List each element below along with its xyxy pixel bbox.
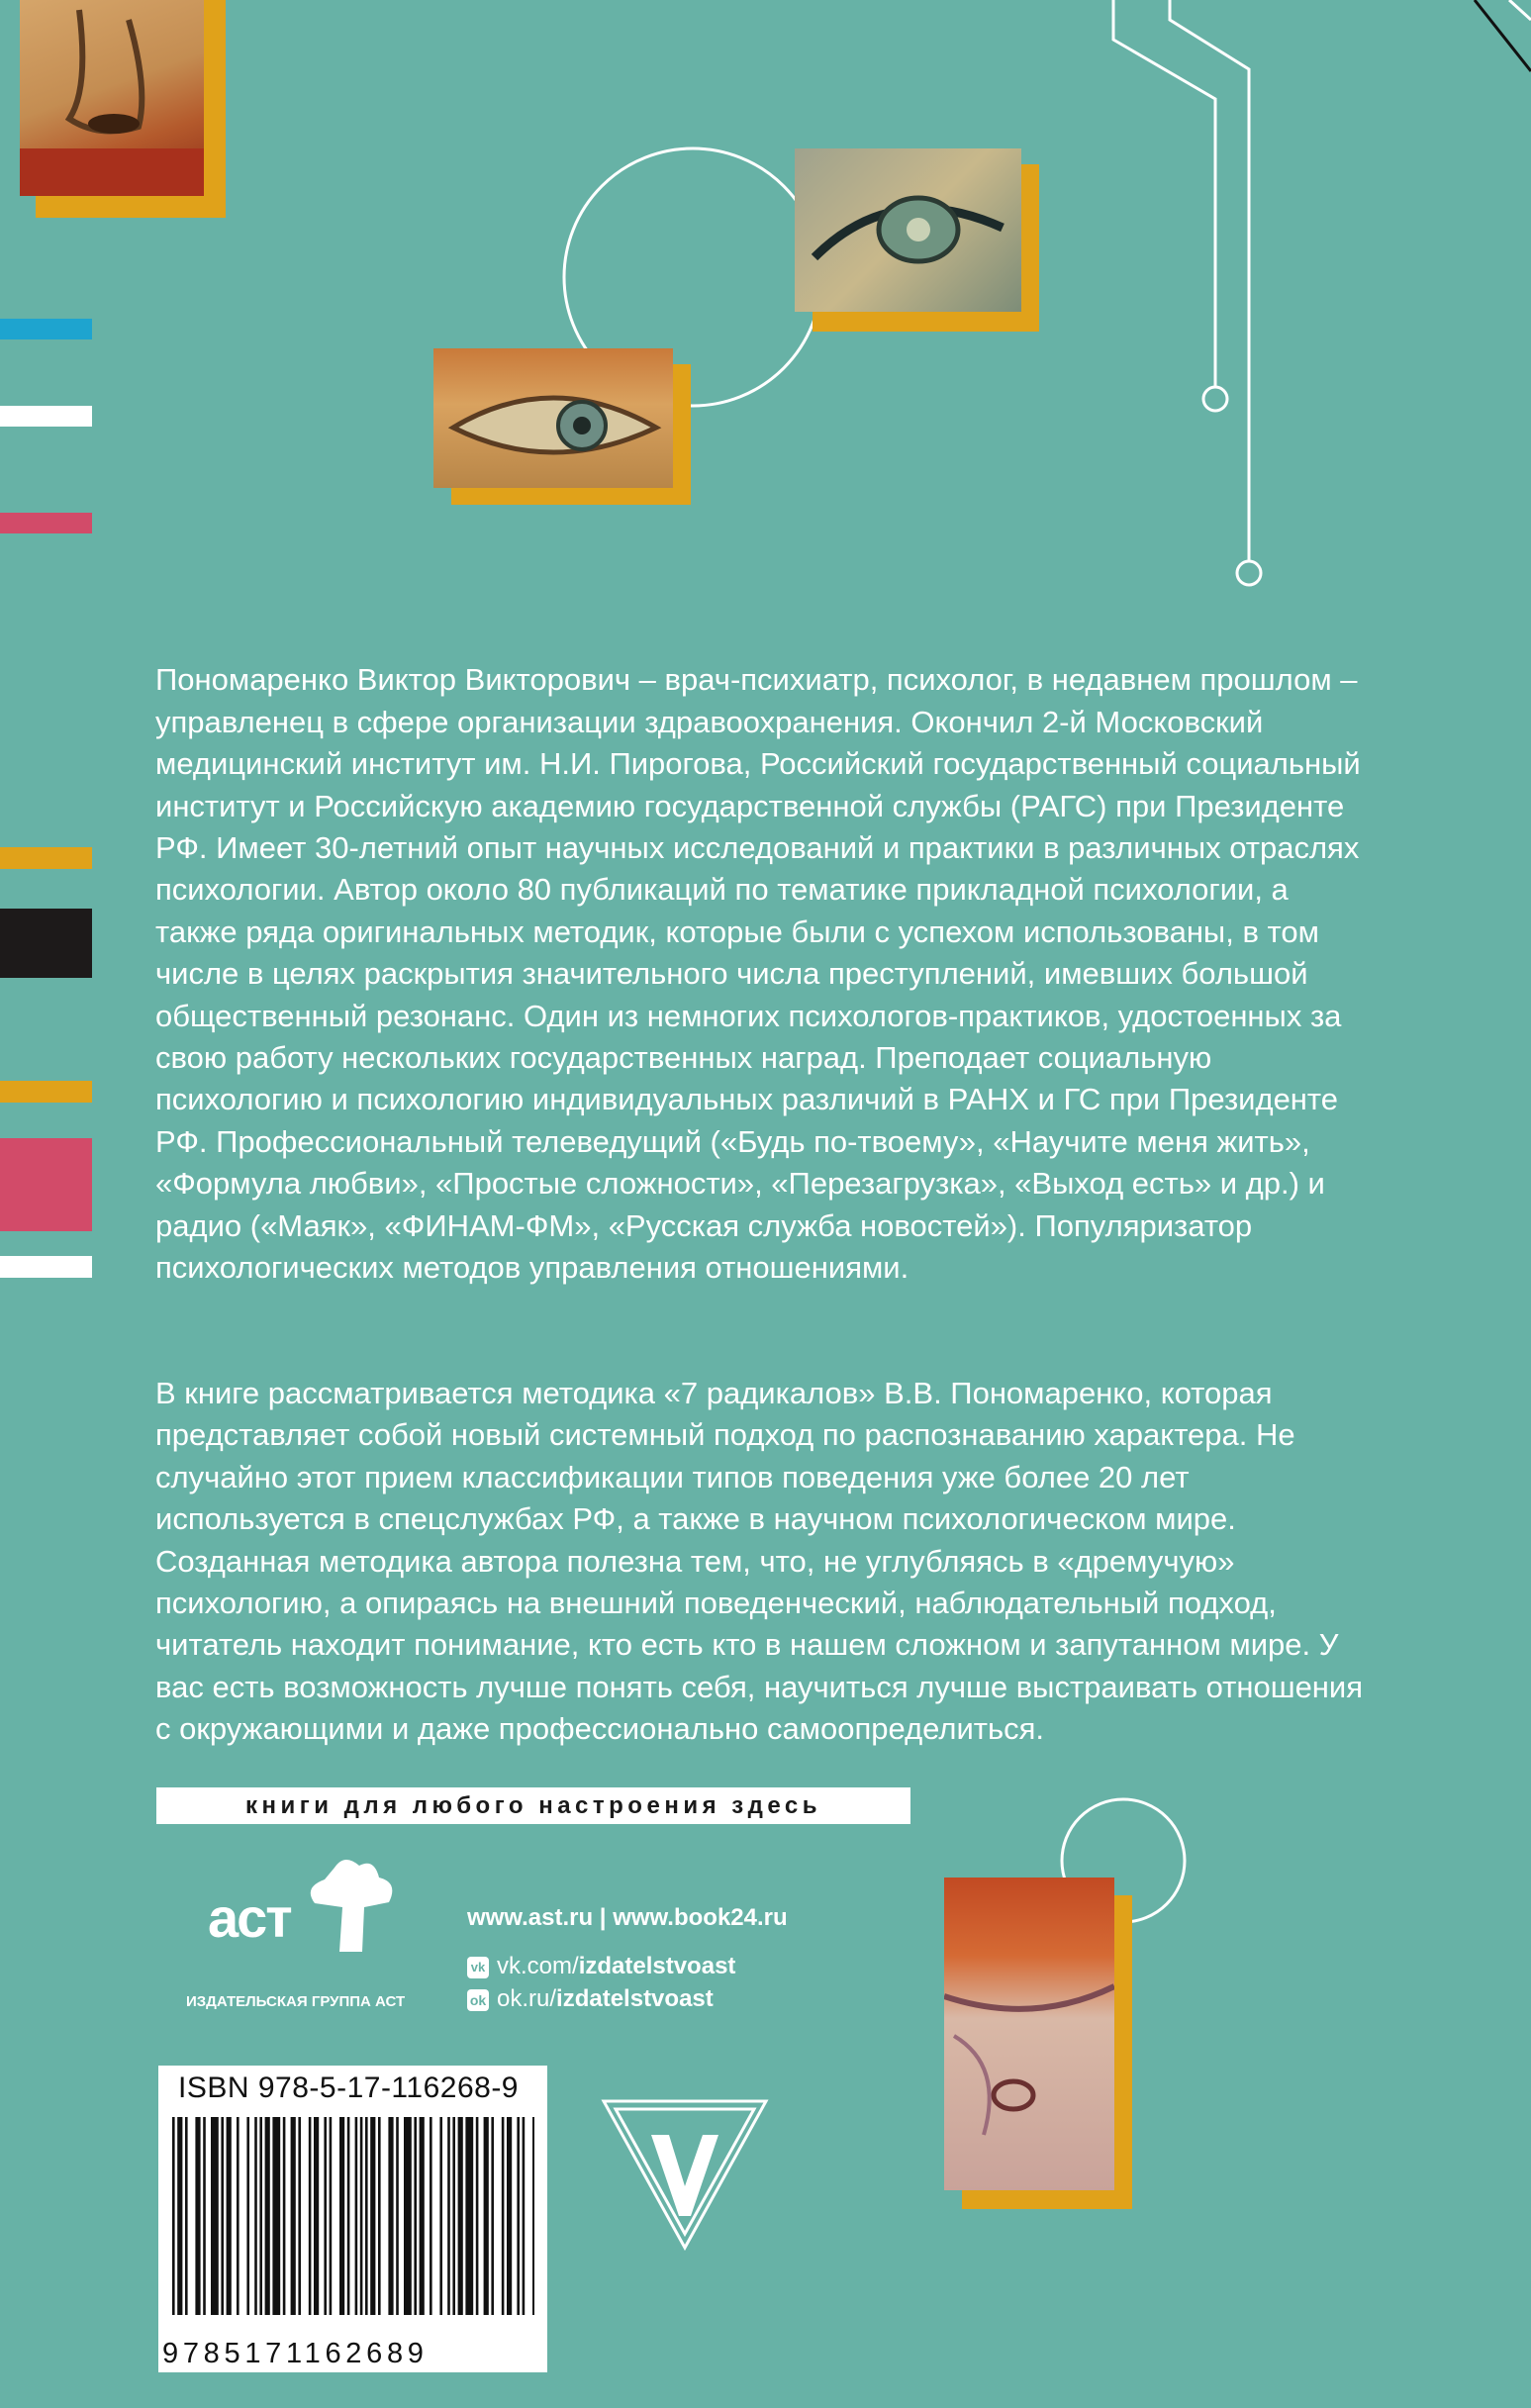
vk-prefix: vk.com/ (497, 1953, 579, 1979)
stripe-black (0, 909, 92, 978)
barcode-bar (246, 2117, 249, 2315)
artwork-eye-right (795, 148, 1039, 332)
v-triangle-logo-icon (600, 2095, 770, 2253)
barcode-bar (221, 2117, 224, 2315)
barcode-bar (339, 2117, 344, 2315)
barcode-bar (458, 2117, 463, 2315)
barcode-bar (439, 2117, 442, 2315)
stripe-white-2 (0, 1256, 92, 1278)
barcode-bar (378, 2117, 381, 2315)
barcode-bar (309, 2117, 312, 2315)
isbn-barcode (158, 2066, 547, 2372)
barcode-bar (365, 2117, 368, 2315)
barcode-bar (254, 2117, 257, 2315)
publisher-logo (176, 1848, 424, 1976)
barcode-bar (283, 2117, 286, 2315)
ok-handle: izdatelstvoast (556, 1985, 714, 2012)
barcode-bar (502, 2117, 505, 2315)
author-bio: Пономаренко Виктор Викторович – врач-психиатр, психолог, в недавнем прошлом – управленец в сфере организации здравоохранения. Окончил 2-й Московский медицинский институт им. Н.И. Пирогова, Российский государственный социальный институт и Российскую академию государственной службы (РАГС) при Президенте РФ. Имеет 30-летний опыт научных исследований и практики в различных отраслях психологии. Автор около 80 публикаций по тематике прикладной психологии, а также ряда оригинальных методик, которые были с успехом использованы, в том числе в целях раскрытия значительного числа преступлений, имевших большой общественный резонанс. Один из немногих психологов-практиков, удостоенных за свою работу нескольких государственных наград. Преподает социальную психологию и психологию индивидуальных различий в РАНХ и ГС при Президенте РФ. Профессиональный телеведущий («Будь по-твоему», «Научите меня жить», «Формула любви», «Простые сложности», «Перезагрузка», «Выход есть» и др.) и радио («Маяк», «ФИНАМ-ФМ», «Русская служба новостей»). Популяризатор психологических методов управления отношениями. (155, 662, 1361, 1286)
stripe-yellow (0, 847, 92, 869)
barcode-bar (491, 2117, 494, 2315)
vk-link[interactable] (467, 1953, 735, 1980)
barcode-bar (172, 2117, 175, 2315)
barcode-bar (237, 2117, 239, 2315)
barcode-bar (523, 2117, 526, 2315)
barcode-bar (447, 2117, 450, 2315)
barcode-bar (195, 2117, 200, 2315)
barcode-bar (314, 2117, 319, 2315)
ok-prefix: ok.ru/ (497, 1985, 557, 2012)
barcode-bar (404, 2117, 412, 2315)
barcode-bar (532, 2117, 534, 2315)
barcode-bar (388, 2117, 393, 2315)
barcode-bar (370, 2117, 375, 2315)
barcode-bar (298, 2117, 301, 2315)
barcode-bar (484, 2117, 489, 2315)
barcode-bar (430, 2117, 432, 2315)
barcode-bar (507, 2117, 512, 2315)
vk-handle: izdatelstvoast (578, 1953, 736, 1979)
artwork-bottom (944, 1878, 1132, 2209)
barcode-bar (420, 2117, 425, 2315)
barcode-bar (272, 2117, 280, 2315)
barcode-bar (265, 2117, 270, 2315)
website-links[interactable]: www.ast.ru | www.book24.ru (467, 1904, 788, 1931)
publisher-logo-text: аст (208, 1886, 291, 1949)
barcode-bar (291, 2117, 296, 2315)
book-description: В книге рассматривается методика «7 радикалов» В.В. Пономаренко, которая представляет собой новый системный подход по распознаванию характера. Не случайно этот прием классификации типов поведения уже более 20 лет используется в спецслужбах РФ, а также в научном психологическом мире. Созданная методика автора полезна тем, что, не углубляясь в «дремучую» психологию, а опираясь на внешний поведенческий, наблюдательный подход, читатель находит понимание, кто есть кто в нашем сложном и запутанном мире. У вас есть возможность лучше понять себя, научиться лучше выстраивать отношения с окружающими и даже профессионально самоопределиться. (155, 1375, 1364, 1747)
barcode-bar (347, 2117, 350, 2315)
barcode-bar (355, 2117, 358, 2315)
barcode-bar (324, 2117, 327, 2315)
ean-digits: 9785171162689 (162, 2338, 429, 2369)
barcode-bar (185, 2117, 188, 2315)
isbn-label: ISBN 978-5-17-116268-9 (178, 2071, 519, 2104)
barcode-bar (517, 2117, 520, 2315)
barcode-bar (414, 2117, 417, 2315)
tagline-banner: книги для любого настроения здесь (156, 1787, 910, 1824)
barcode-bar (203, 2117, 206, 2315)
stripe-white (0, 406, 92, 427)
artwork-nose (20, 0, 226, 218)
barcode-bar (227, 2117, 232, 2315)
vk-icon: vk (467, 1957, 489, 1978)
stripe-blue (0, 319, 92, 339)
stripe-yellow-2 (0, 1081, 92, 1103)
barcode-bar (476, 2117, 479, 2315)
barcode-bar (211, 2117, 219, 2315)
publisher-caption: ИЗДАТЕЛЬСКАЯ ГРУППА АСТ (186, 1993, 406, 2010)
barcode-bar (259, 2117, 262, 2315)
stripe-pink-large (0, 1138, 92, 1231)
stripe-pink (0, 513, 92, 533)
barcode-bar (360, 2117, 363, 2315)
barcode-bar (396, 2117, 399, 2315)
barcode-bar (177, 2117, 182, 2315)
back-cover-text (155, 618, 1373, 1792)
artwork-eye-left (433, 348, 691, 505)
barcode-bar (330, 2117, 333, 2315)
barcode-bar (452, 2117, 455, 2315)
barcode-bar (465, 2117, 473, 2315)
odnoklassniki-icon: ok (467, 1989, 489, 2011)
barcode-bars (172, 2117, 534, 2325)
ok-link[interactable] (467, 1985, 714, 2013)
